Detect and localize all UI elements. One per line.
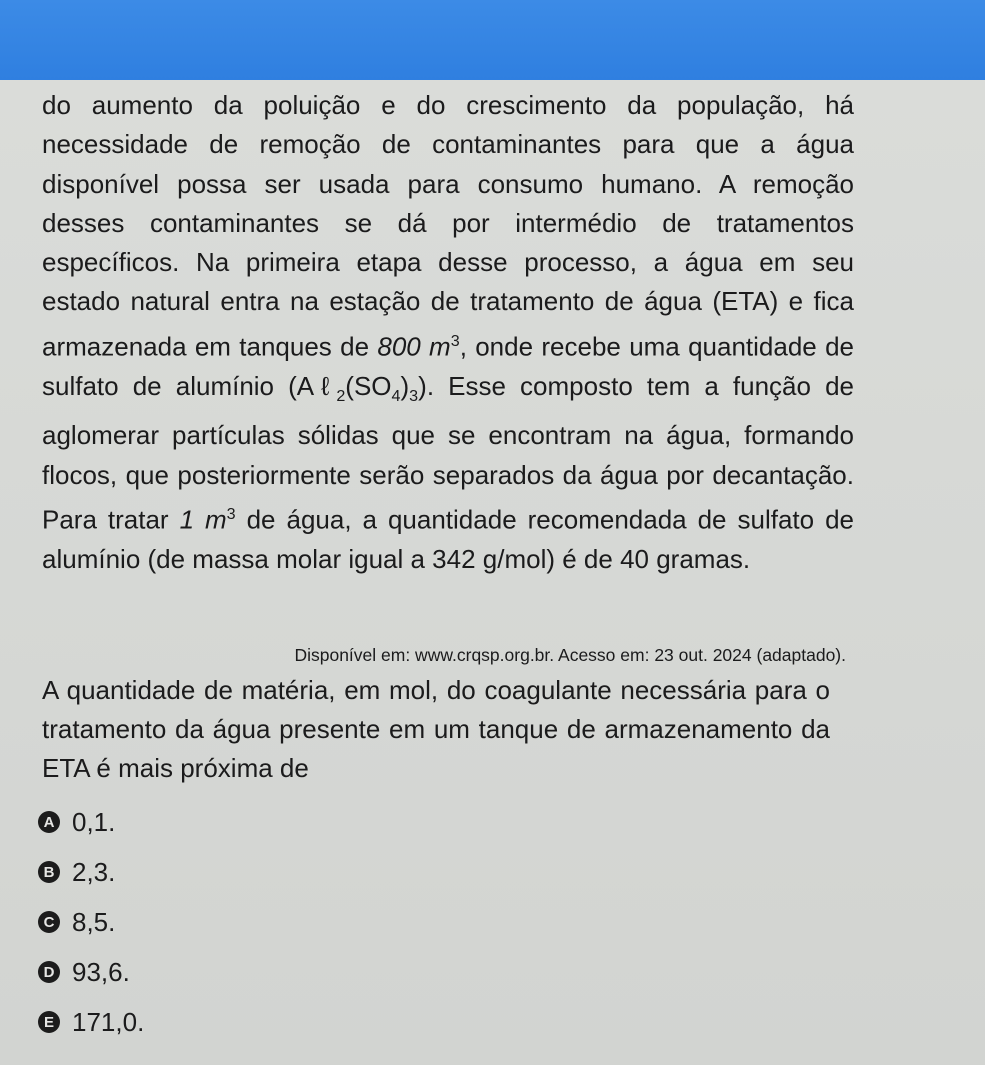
passage-paragraph <box>42 86 854 579</box>
passage-text: , onde recebe uma quantidade de sulfato de alumínio <box>42 331 854 401</box>
question-text: A quantidade de matéria, em mol, do coagulante necessária para o tratamento da água presente em um tanque de armazenamento da ETA é mais próxima de <box>42 675 830 783</box>
option-text: 8,5. <box>72 906 116 937</box>
formula-subscript: 3 <box>409 386 419 405</box>
option-d[interactable] <box>38 947 438 997</box>
passage-text: do aumento da poluição e do crescimento da população, há necessidade de remoção de contaminantes para que a água disponível possa ser usada para consumo humano. A remoção desses contaminantes se dá por intermédio de tratamentos específicos. Na primeira etapa desse processo, a água em seu estado natural entra na estação de tratamento de água (ETA) e fica armazenada em tanques de <box>42 90 854 362</box>
option-letter-badge: B <box>38 861 60 883</box>
formula-part: ) <box>400 370 410 401</box>
volume-exponent: 3 <box>226 504 236 523</box>
formula-part: ) <box>418 370 427 401</box>
volume-value: 1 m <box>179 504 227 535</box>
option-b[interactable] <box>38 847 438 897</box>
option-letter-badge: C <box>38 911 60 933</box>
screen-top-band <box>0 0 985 80</box>
question-stem <box>42 671 830 788</box>
option-letter-badge: A <box>38 811 60 833</box>
option-a[interactable] <box>38 797 438 847</box>
option-text: 171,0. <box>72 1006 145 1037</box>
formula-part: (Aℓ <box>288 370 337 401</box>
option-e[interactable] <box>38 997 438 1047</box>
formula-part: (SO <box>345 370 392 401</box>
answer-options <box>38 797 438 1047</box>
option-letter-badge: D <box>38 961 60 983</box>
passage-text: de água, a quantidade recomendada de sulfato de alumínio (de massa molar igual a 342 g/mol) é de 40 gramas. <box>42 504 854 574</box>
volume-exponent: 3 <box>450 331 460 350</box>
formula-subscript: 4 <box>391 386 401 405</box>
option-text: 93,6. <box>72 956 130 987</box>
formula-subscript: 2 <box>336 386 346 405</box>
question-passage <box>42 86 854 579</box>
option-text: 0,1. <box>72 806 116 837</box>
passage-text: . Esse composto tem a função de aglomerar partículas sólidas que se encontram na água, formando flocos, que posteriormente serão separados da água por decantação. Para tratar <box>42 370 855 535</box>
option-letter-badge: E <box>38 1011 60 1033</box>
volume-value: 800 m <box>377 331 451 362</box>
source-citation: Disponível em: www.crqsp.org.br. Acesso em: 23 out. 2024 (adaptado). <box>294 645 846 665</box>
option-c[interactable] <box>38 897 438 947</box>
option-text: 2,3. <box>72 856 116 887</box>
